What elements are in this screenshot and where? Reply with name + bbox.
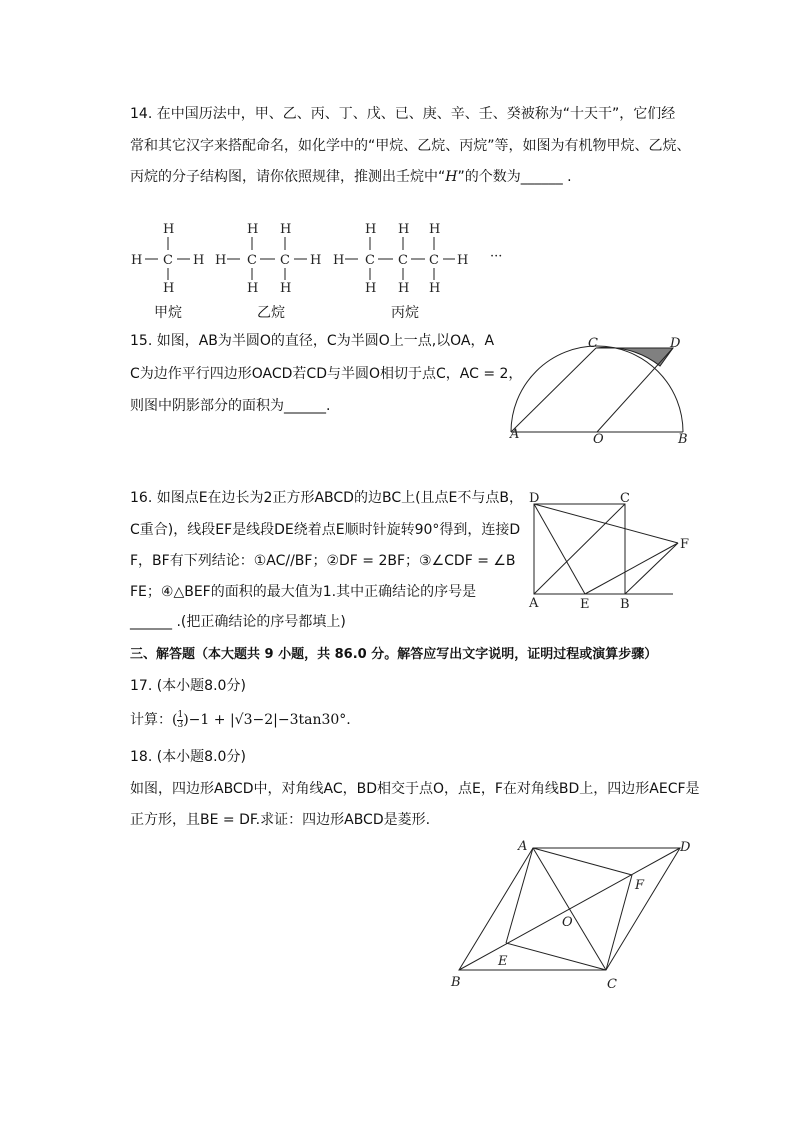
q15-line-2: C为边作平行四边形OACD若CD与半圆O相切于点C，AC = 2， [130,366,523,382]
q18-line-1: 如图，四边形ABCD中，对角线AC，BD相交于点O，点E，F在对角线BD上，四边形AECF是 [130,781,700,797]
q14-line-3: 丙烷的分子结构图，请你依照规律，推测出壬烷中“H”的个数为______ . [130,169,572,185]
point-label-c: C [620,491,630,506]
atom-h: H [163,281,175,296]
q18-title: 18. (本小题8.0分) [130,749,246,765]
atom-h: H [365,222,377,237]
atom-h: H [131,253,143,268]
point-label-e: E [498,954,508,969]
q14-line-1: 14. 在中国历法中，甲、乙、丙、丁、戊、已、庚、辛、壬、癸被称为“十天干”，它们经 [130,106,676,122]
alkane-structure-diagram [125,220,515,300]
atom-h: H [457,253,469,268]
atom-h: H [280,222,292,237]
atom-h: H [247,222,259,237]
point-label-f: F [635,878,645,893]
atom-c: C [163,253,173,268]
atom-h: H [193,253,205,268]
point-label-a: A [518,839,528,854]
point-label-b: B [451,975,461,990]
caption-propane: 丙烷 [391,305,419,321]
atom-c: C [398,253,408,268]
atom-h: H [333,253,345,268]
q15-semicircle-figure [505,330,700,450]
q16-line-3: F，BF有下列结论：①AC//BF；②DF = 2BF；③∠CDF = ∠B [130,553,516,569]
q16-line-1: 16. 如图点E在边长为2正方形ABCD的边BC上(且点E不与点B， [130,490,524,506]
atom-c: C [280,253,290,268]
point-label-d: D [529,491,540,506]
atom-h: H [280,281,292,296]
atom-h: H [398,281,410,296]
point-label-o: O [593,432,604,447]
q17-expression: 计算：( $\frac{1}{3}$ )−1 + |√3−2|−3tan30°. [130,709,351,730]
q16-square-figure [522,488,697,613]
point-label-a: A [510,427,520,442]
atom-h: H [429,281,441,296]
atom-c: C [247,253,257,268]
atom-h: H [215,253,227,268]
q15-line-1: 15. 如图，AB为半圆O的直径，C为半圆O上一点,以OA，A [130,333,495,349]
point-label-b: B [678,432,688,447]
point-label-d: D [670,336,681,351]
q16-line-2: C重合)，线段EF是线段DE绕着点E顺时针旋转90°得到，连接D [130,522,521,538]
atom-h: H [163,222,175,237]
q18-rhombus-figure [445,835,700,995]
point-label-e: E [580,597,590,612]
atom-h: H [365,281,377,296]
point-label-c: C [607,977,617,992]
point-label-o: O [562,915,573,930]
section-3-heading: 三、解答题（本大题共 9 小题，共 86.0 分。解答应写出文字说明，证明过程或演算步骤） [130,647,658,662]
q15-line-3: 则图中阴影部分的面积为______. [130,398,331,414]
atom-h: H [398,222,410,237]
atom-c: C [365,253,375,268]
q16-line-4: FE；④△BEF的面积的最大值为1.其中正确结论的序号是 [130,584,477,600]
shaded-region [596,347,673,366]
q17-title: 17. (本小题8.0分) [130,678,246,694]
point-label-d: D [680,840,691,855]
q16-line-5: ______ .(把正确结论的序号都填上) [130,614,346,630]
atom-h: H [310,253,322,268]
atom-h: H [429,222,441,237]
q18-line-2: 正方形，且BE = DF.求证：四边形ABCD是菱形. [130,812,431,828]
point-label-a: A [529,596,539,611]
point-label-c: C [588,336,598,351]
point-label-f: F [680,537,690,552]
q14-line-2: 常和其它汉字来搭配命名，如化学中的“甲烷、乙烷、丙烷”等，如图为有机物甲烷、乙烷、 [130,138,691,154]
caption-ethane: 乙烷 [257,305,285,321]
point-label-b: B [620,597,630,612]
caption-methane: 甲烷 [154,305,182,321]
ellipsis: ··· [490,249,503,264]
atom-h: H [247,281,259,296]
atom-c: C [429,253,439,268]
